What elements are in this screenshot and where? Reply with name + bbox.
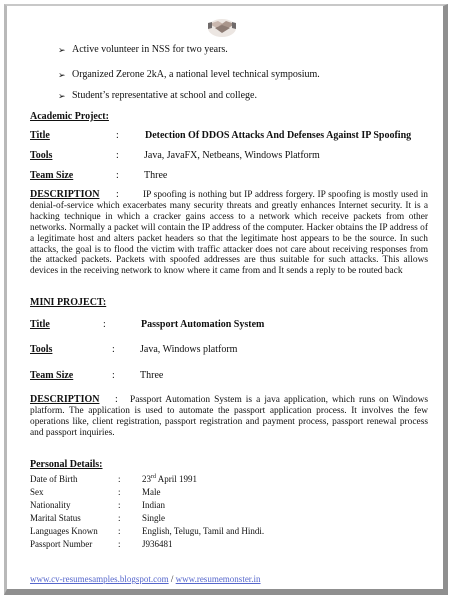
handshake-icon [206, 15, 238, 39]
field-colon: : [116, 130, 119, 141]
field-colon: : [116, 170, 119, 181]
footer-link-resumemonster[interactable]: www.resumemonster.in [175, 574, 261, 584]
section-heading-personal: Personal Details: [30, 459, 103, 470]
description-label: DESCRIPTION [30, 189, 100, 200]
field-colon: : [103, 319, 106, 330]
personal-value: English, Telugu, Tamil and Hindi. [142, 526, 265, 536]
personal-label: Date of Birth [30, 474, 78, 484]
footer-links [30, 574, 261, 584]
personal-label: Marital Status [30, 513, 81, 523]
footer-separator: / [168, 574, 176, 584]
bullet-item: Student’s representative at school and college. [72, 90, 257, 101]
section-heading-mini-project: MINI PROJECT: [30, 297, 107, 308]
bullet-item: Active volunteer in NSS for two years. [72, 44, 228, 55]
bullet-arrow-icon: ➢ [58, 45, 66, 55]
project-team-size: Three [140, 370, 164, 381]
field-label: Tools [30, 150, 53, 161]
section-heading-academic: Academic Project: [30, 111, 109, 122]
personal-value: Indian [142, 500, 165, 510]
personal-value: Single [142, 513, 166, 523]
field-label: Team Size [30, 370, 74, 381]
project-title: Passport Automation System [141, 319, 265, 330]
field-label: Team Size [30, 170, 74, 181]
field-colon: : [118, 487, 121, 497]
field-colon: : [118, 500, 121, 510]
field-colon: : [115, 394, 118, 405]
project-title: Detection Of DDOS Attacks And Defenses Against IP Spoofing [145, 130, 412, 141]
field-colon: : [116, 189, 119, 200]
personal-value-dob: 23rd April 1991 [142, 474, 198, 484]
project-tools: Java, Windows platform [140, 344, 238, 355]
personal-label: Passport Number [30, 539, 93, 549]
personal-label: Nationality [30, 500, 71, 510]
field-colon: : [118, 539, 121, 549]
field-colon: : [116, 150, 119, 161]
field-label: Title [30, 130, 50, 141]
field-colon: : [118, 474, 121, 484]
personal-value: J936481 [142, 539, 173, 549]
field-colon: : [112, 370, 115, 381]
field-colon: : [118, 513, 121, 523]
bullet-arrow-icon: ➢ [58, 91, 66, 101]
project-description: IP spoofing is nothing but IP address forgery. IP spoofing is mostly used in denial-of-service which exacerbates many security threats and greatly enhances Internet security. It is a hacking technique in which a cracker gains access to a network which receive packets from other networks. Normally a packet will contain the IP address of the computer. Hacker obtains the IP address of a legitimate host and alters packet headers so that the legitimate host appears to be the source. In such attacks, the goal is to flood the victim with traffic attacker does not care about receiving responses from the attacked packets. Packets with spoofed addresses are thus suitable for such attacks. This allows devices in the receiving network to know where it came from and It sends a reply to be routed back [30, 190, 428, 277]
bullet-arrow-icon: ➢ [58, 70, 66, 80]
field-colon: : [112, 344, 115, 355]
description-label: DESCRIPTION [30, 394, 100, 405]
bullet-item: Organized Zerone 2kA, a national level technical symposium. [72, 69, 320, 80]
field-colon: : [118, 526, 121, 536]
project-description: Passport Automation System is a java application, which runs on Windows platform. The application is used to automate the passport application process. It involves the few operations like, client registration, passport registration and payment process, passport renewal process and passport inquiries. [30, 395, 428, 438]
project-tools: Java, JavaFX, Netbeans, Windows Platform [144, 150, 320, 161]
footer-link-blogspot[interactable]: www.cv-resumesamples.blogspot.com [30, 574, 169, 584]
field-label: Title [30, 319, 50, 330]
personal-label: Sex [30, 487, 44, 497]
personal-label: Languages Known [30, 526, 98, 536]
project-team-size: Three [144, 170, 168, 181]
personal-value: Male [142, 487, 161, 497]
field-label: Tools [30, 344, 53, 355]
